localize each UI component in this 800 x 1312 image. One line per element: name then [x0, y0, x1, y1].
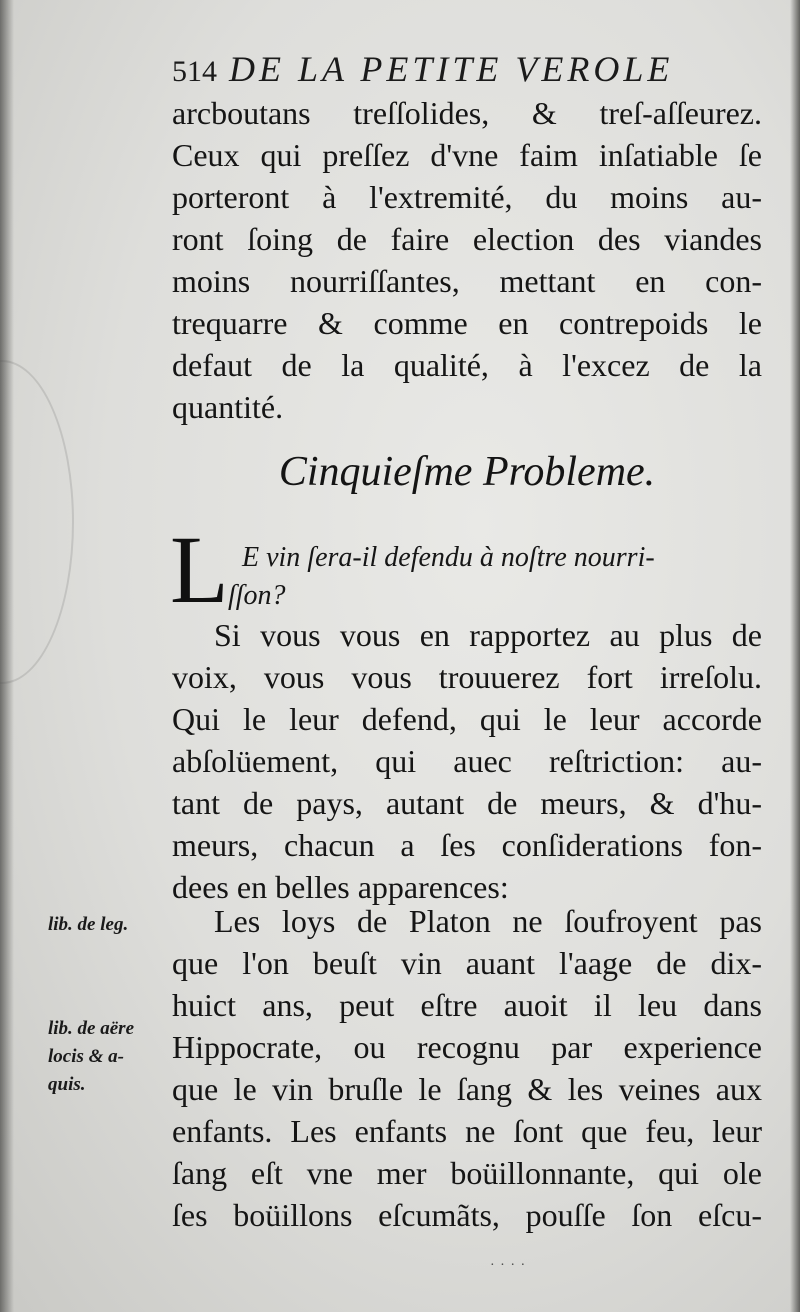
- text-line: tant de pays, autant de meurs, & d'hu-: [172, 785, 762, 821]
- page-number: 514: [172, 55, 217, 88]
- text-line: Qui le leur defend, qui le leur accorde: [172, 701, 762, 737]
- page-edge-shadow: [790, 0, 800, 1312]
- running-head: [172, 48, 762, 90]
- text-line: Hippocrate, ou recognu par experience: [172, 1029, 762, 1065]
- text-line: arcboutans treſſolides, & treſ-aſſeurez.: [172, 95, 762, 131]
- text-line: moins nourriſſantes, mettant en con-: [172, 263, 762, 299]
- question-line: E vin ſera-il defendu à noſtre nourri-: [242, 542, 655, 573]
- text-line: porteront à l'extremité, du moins au-: [172, 179, 762, 215]
- text-line: quantité.: [172, 389, 284, 425]
- text-line: ſes boüillons eſcumãts, pouſſe ſon eſcu-: [172, 1197, 762, 1233]
- text-line: meurs, chacun a ſes conſiderations fon-: [172, 827, 762, 863]
- marginal-note: locis & a-: [48, 1046, 124, 1067]
- text-line: Les loys de Platon ne ſoufroyent pas: [214, 903, 762, 939]
- text-line: que l'on beuſt vin auant l'aage de dix-: [172, 945, 762, 981]
- page-smudge: · · · ·: [490, 1258, 527, 1273]
- text-line: que le vin bruſle le ſang & les veines aux: [172, 1071, 762, 1107]
- section-heading: Cinquieſme Probleme.: [278, 449, 656, 495]
- text-line: Si vous vous en rapportez au plus de: [214, 617, 762, 653]
- text-line: dees en belles apparences:: [172, 869, 509, 905]
- marginal-note: lib. de leg.: [48, 914, 129, 935]
- text-line: enfants. Les enfants ne ſont que feu, leur: [172, 1113, 762, 1149]
- text-line: trequarre & comme en contrepoids le: [172, 305, 762, 341]
- marginal-note: quis.: [48, 1074, 86, 1095]
- question-line: ſſon?: [228, 580, 286, 611]
- text-line: abſolüement, qui auec reſtriction: au-: [172, 743, 762, 779]
- show-through-arc: [0, 360, 74, 684]
- text-line: huict ans, peut eſtre auoit il leu dans: [172, 987, 762, 1023]
- text-line: Ceux qui preſſez d'vne faim inſatiable ſe: [172, 137, 762, 173]
- drop-cap: L: [170, 516, 229, 623]
- text-line: ſang eſt vne mer boüillonnante, qui ole: [172, 1155, 762, 1191]
- text-line: ront ſoing de faire election des viandes: [172, 221, 762, 257]
- text-line: defaut de la qualité, à l'excez de la: [172, 347, 762, 383]
- running-title: DE LA PETITE VEROLE: [229, 49, 674, 89]
- text-line: voix, vous vous trouuerez fort irreſolu.: [172, 659, 762, 695]
- marginal-note: lib. de aëre: [48, 1018, 135, 1039]
